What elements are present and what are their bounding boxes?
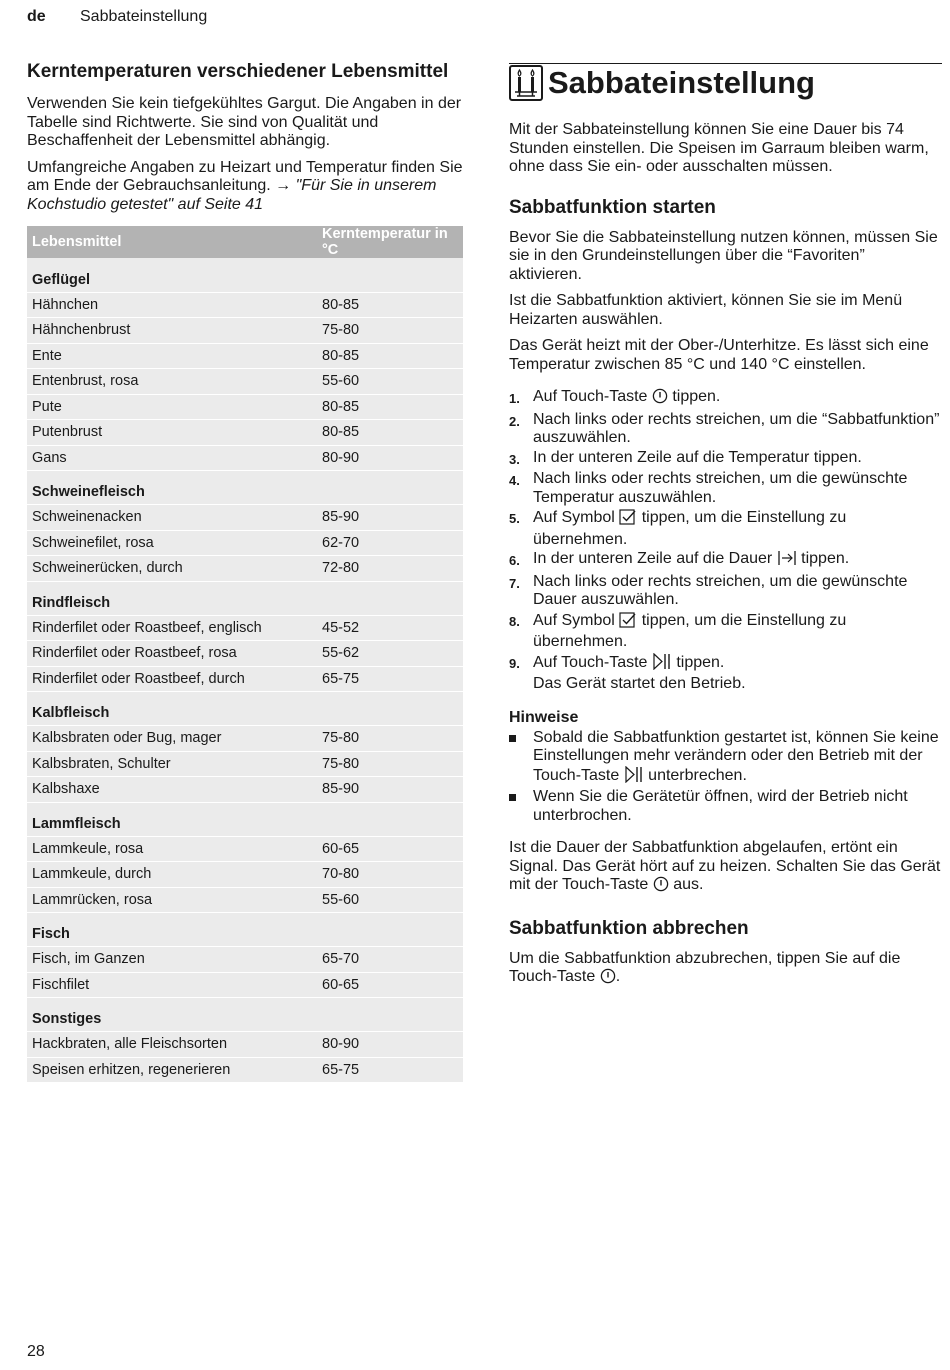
core-temperature-heading: Kerntemperaturen verschiedener Lebensmittel <box>27 61 449 82</box>
food-cell: Kalbshaxe <box>27 777 317 803</box>
note-text-b: unterbrechen. <box>643 766 747 784</box>
food-cell: Schweinerücken, durch <box>27 556 317 582</box>
abort-text-a: Um die Sabbatfunktion abzubrechen, tippen Sie auf die Touch-Taste <box>509 949 901 985</box>
temperature-cell: 60-65 <box>317 836 463 862</box>
table-category-row <box>27 581 463 615</box>
category-label: Fisch <box>27 913 463 947</box>
step-text-b: tippen. <box>796 550 850 567</box>
step-text <box>533 611 942 652</box>
step-text-a: Auf Symbol <box>533 611 620 629</box>
step-number: 9. <box>509 655 520 671</box>
temperature-cell: 75-80 <box>317 726 463 752</box>
power-icon <box>600 968 616 990</box>
note-text <box>533 729 942 789</box>
table-category-row <box>27 258 463 292</box>
step-item <box>509 449 942 470</box>
table-row <box>27 836 463 862</box>
sabbath-candles-icon <box>509 65 543 101</box>
temperature-cell: 80-90 <box>317 1032 463 1058</box>
temperature-cell: 80-85 <box>317 292 463 318</box>
food-cell: Putenbrust <box>27 420 317 446</box>
left-column <box>27 60 463 1083</box>
step-text-b: tippen, um die Einstellung zu übernehmen. <box>533 509 847 548</box>
step-item <box>509 653 942 694</box>
temperature-cell: 75-80 <box>317 751 463 777</box>
table-row <box>27 641 463 667</box>
temperature-cell: 65-75 <box>317 1057 463 1083</box>
start-heading: Sabbatfunktion starten <box>509 196 716 218</box>
step-text-a: Auf Touch-Taste <box>533 388 652 405</box>
page-number: 28 <box>27 1343 45 1360</box>
food-cell: Speisen erhitzen, regenerieren <box>27 1057 317 1083</box>
step-text-a: Auf Symbol <box>533 509 620 526</box>
temperature-cell: 80-85 <box>317 394 463 420</box>
step-text <box>533 449 942 470</box>
table-row <box>27 420 463 446</box>
table-row <box>27 556 463 582</box>
step-number: 7. <box>509 575 520 591</box>
food-cell: Lammkeule, durch <box>27 862 317 888</box>
page-header <box>27 8 208 26</box>
step-number: 6. <box>509 553 520 568</box>
food-cell: Rinderfilet oder Roastbeef, durch <box>27 666 317 692</box>
step-text-a: Nach links oder rechts streichen, um die “Sabbatfunktion” auszuwählen. <box>533 410 940 446</box>
play-pause-icon <box>624 766 644 789</box>
step-text-a: In der unteren Zeile auf die Temperatur tippen. <box>533 448 862 466</box>
arrow-right-icon: → <box>275 177 292 194</box>
category-label: Sonstiges <box>27 998 463 1032</box>
step-text-b: tippen. <box>671 653 725 671</box>
step-text <box>533 470 942 507</box>
step-text-b: tippen, um die Einstellung zu übernehmen. <box>533 611 847 650</box>
power-icon <box>653 876 669 898</box>
note-text <box>533 788 942 825</box>
reference-text: Umfangreiche Angaben zu Heizart und Temperatur finden Sie am Ende der Gebrauchsanleitung. <box>27 158 463 194</box>
temperature-cell: 85-90 <box>317 777 463 803</box>
temperature-cell: 55-62 <box>317 641 463 667</box>
table-row <box>27 777 463 803</box>
note-text-a: Wenn Sie die Gerätetür öffnen, wird der Betrieb nicht unterbrochen. <box>533 788 908 824</box>
table-row <box>27 530 463 556</box>
temperature-cell: 80-85 <box>317 343 463 369</box>
table-row <box>27 947 463 973</box>
abort-heading: Sabbatfunktion abbrechen <box>509 917 749 939</box>
temperature-cell: 62-70 <box>317 530 463 556</box>
step-text <box>533 653 942 694</box>
table-row <box>27 1032 463 1058</box>
food-cell: Kalbsbraten oder Bug, mager <box>27 726 317 752</box>
step-text <box>533 573 942 610</box>
category-label: Kalbfleisch <box>27 692 463 726</box>
step-number: 5. <box>509 511 520 526</box>
step-text-a: Nach links oder rechts streichen, um die gewünschte Dauer auszuwählen. <box>533 572 908 608</box>
step-result: Das Gerät startet den Betrieb. <box>533 675 746 692</box>
temperature-cell: 70-80 <box>317 862 463 888</box>
checkmark-box-icon <box>619 508 637 531</box>
abort-text-b: . <box>615 968 621 985</box>
note-text-a: Sobald die Sabbatfunktion gestartet ist, können Sie keine Einstellungen mehr verändern oder den Betrieb mit der Touch-Taste <box>533 728 939 784</box>
food-cell: Kalbsbraten, Schulter <box>27 751 317 777</box>
table-row <box>27 615 463 641</box>
bullet-square-icon <box>509 788 533 825</box>
food-cell: Fischfilet <box>27 972 317 998</box>
step-text <box>533 388 942 410</box>
step-item <box>509 411 942 448</box>
category-label: Lammfleisch <box>27 802 463 836</box>
food-cell: Lammrücken, rosa <box>27 887 317 913</box>
page-title: Sabbateinstellung <box>548 64 815 100</box>
category-label: Geflügel <box>27 258 463 292</box>
food-cell: Schweinenacken <box>27 505 317 531</box>
column-header-temperature: Kerntemperatur in °C <box>317 226 463 258</box>
temperature-cell: 85-90 <box>317 505 463 531</box>
temperature-cell: 55-60 <box>317 369 463 395</box>
temperature-cell: 60-65 <box>317 972 463 998</box>
food-cell: Entenbrust, rosa <box>27 369 317 395</box>
start-para-3: Das Gerät heizt mit der Ober-/Unterhitze. Es lässt sich eine Temperatur zwischen 85 °C und 140 °C einstellen. <box>509 337 929 373</box>
note-item <box>509 729 942 789</box>
food-cell: Hackbraten, alle Fleischsorten <box>27 1032 317 1058</box>
table-row <box>27 369 463 395</box>
section-title-bar <box>509 63 942 101</box>
table-row <box>27 751 463 777</box>
start-para-2: Ist die Sabbatfunktion aktiviert, können Sie sie im Menü Heizarten auswählen. <box>509 292 903 328</box>
duration-icon <box>777 550 797 572</box>
step-item <box>509 508 942 549</box>
step-number: 2. <box>509 413 520 429</box>
table-row <box>27 726 463 752</box>
steps-list <box>509 388 942 694</box>
table-row <box>27 1057 463 1083</box>
table-header-row <box>27 226 463 258</box>
table-row <box>27 666 463 692</box>
food-cell: Lammkeule, rosa <box>27 836 317 862</box>
checkmark-box-icon <box>619 611 637 634</box>
food-cell: Rinderfilet oder Roastbeef, rosa <box>27 641 317 667</box>
table-row <box>27 862 463 888</box>
step-item <box>509 550 942 572</box>
temperature-cell: 80-85 <box>317 420 463 446</box>
intro-paragraph: Verwenden Sie kein tiefgekühltes Gargut. Die Angaben in der Tabelle sind Richtwerte. Sie sind von Qualität und Beschaffenheit der Lebensmittel abhängig. <box>27 95 462 149</box>
step-text <box>533 508 942 549</box>
step-text-a: In der unteren Zeile auf die Dauer <box>533 550 777 567</box>
end-text-b: aus. <box>668 876 704 893</box>
table-row <box>27 887 463 913</box>
step-item <box>509 611 942 652</box>
table-row <box>27 972 463 998</box>
table-row <box>27 394 463 420</box>
temperature-cell: 75-80 <box>317 318 463 344</box>
column-header-food: Lebensmittel <box>27 226 317 258</box>
category-label: Schweinefleisch <box>27 471 463 505</box>
step-text-a: Nach links oder rechts streichen, um die gewünschte Temperatur auszuwählen. <box>533 470 908 506</box>
step-number: 1. <box>509 391 520 406</box>
table-category-row <box>27 913 463 947</box>
table-row <box>27 505 463 531</box>
temperature-cell: 80-90 <box>317 445 463 471</box>
table-row <box>27 318 463 344</box>
step-number: 8. <box>509 613 520 629</box>
food-cell: Fisch, im Ganzen <box>27 947 317 973</box>
food-cell: Ente <box>27 343 317 369</box>
food-cell: Schweinefilet, rosa <box>27 530 317 556</box>
step-item <box>509 573 942 610</box>
end-paragraph <box>509 839 942 898</box>
table-body <box>27 258 463 1083</box>
table-category-row <box>27 998 463 1032</box>
start-para-1: Bevor Sie die Sabbateinstellung nutzen können, müssen Sie sie in den Grundeinstellungen über die “Favoriten” aktivieren. <box>509 228 938 283</box>
header-section-title: Sabbateinstellung <box>80 8 208 25</box>
step-text-b: tippen. <box>667 388 721 405</box>
table-category-row <box>27 471 463 505</box>
temperature-cell: 72-80 <box>317 556 463 582</box>
food-cell: Gans <box>27 445 317 471</box>
temperature-cell: 55-60 <box>317 887 463 913</box>
table-category-row <box>27 802 463 836</box>
step-item <box>509 388 942 410</box>
sabbath-intro: Mit der Sabbateinstellung können Sie eine Dauer bis 74 Stunden einstellen. Die Speisen im Garraum bleiben warm, ohne dass Sie ein- oder ausschalten müssen. <box>509 121 929 175</box>
end-text-a: Ist die Dauer der Sabbatfunktion abgelaufen, ertönt ein Signal. Das Gerät hört auf zu heizen. Schalten Sie das Gerät mit der Touch-Taste <box>509 839 941 893</box>
abort-paragraph <box>509 950 942 990</box>
table-row <box>27 445 463 471</box>
step-item <box>509 470 942 507</box>
step-text <box>533 411 942 448</box>
right-column <box>509 63 942 998</box>
step-text-a: Auf Touch-Taste <box>533 653 652 671</box>
food-cell: Hähnchenbrust <box>27 318 317 344</box>
temperature-cell: 65-70 <box>317 947 463 973</box>
bullet-square-icon <box>509 729 533 789</box>
food-cell: Hähnchen <box>27 292 317 318</box>
notes-list <box>509 729 942 826</box>
table-row <box>27 343 463 369</box>
food-cell: Rinderfilet oder Roastbeef, englisch <box>27 615 317 641</box>
food-cell: Pute <box>27 394 317 420</box>
table-category-row <box>27 692 463 726</box>
step-number: 4. <box>509 473 520 488</box>
note-item <box>509 788 942 825</box>
power-icon <box>652 388 668 410</box>
core-temperature-table <box>27 226 463 1083</box>
cross-reference-link[interactable]: "Für Sie in unserem Kochstudio getestet" auf Seite 41 <box>27 177 437 213</box>
language-code: de <box>27 8 46 25</box>
reference-paragraph <box>27 159 463 215</box>
category-label: Rindfleisch <box>27 581 463 615</box>
temperature-cell: 65-75 <box>317 666 463 692</box>
play-pause-icon <box>652 653 672 676</box>
step-number: 3. <box>509 451 520 467</box>
table-row <box>27 292 463 318</box>
notes-heading: Hinweise <box>509 708 579 726</box>
step-text <box>533 550 942 572</box>
temperature-cell: 45-52 <box>317 615 463 641</box>
